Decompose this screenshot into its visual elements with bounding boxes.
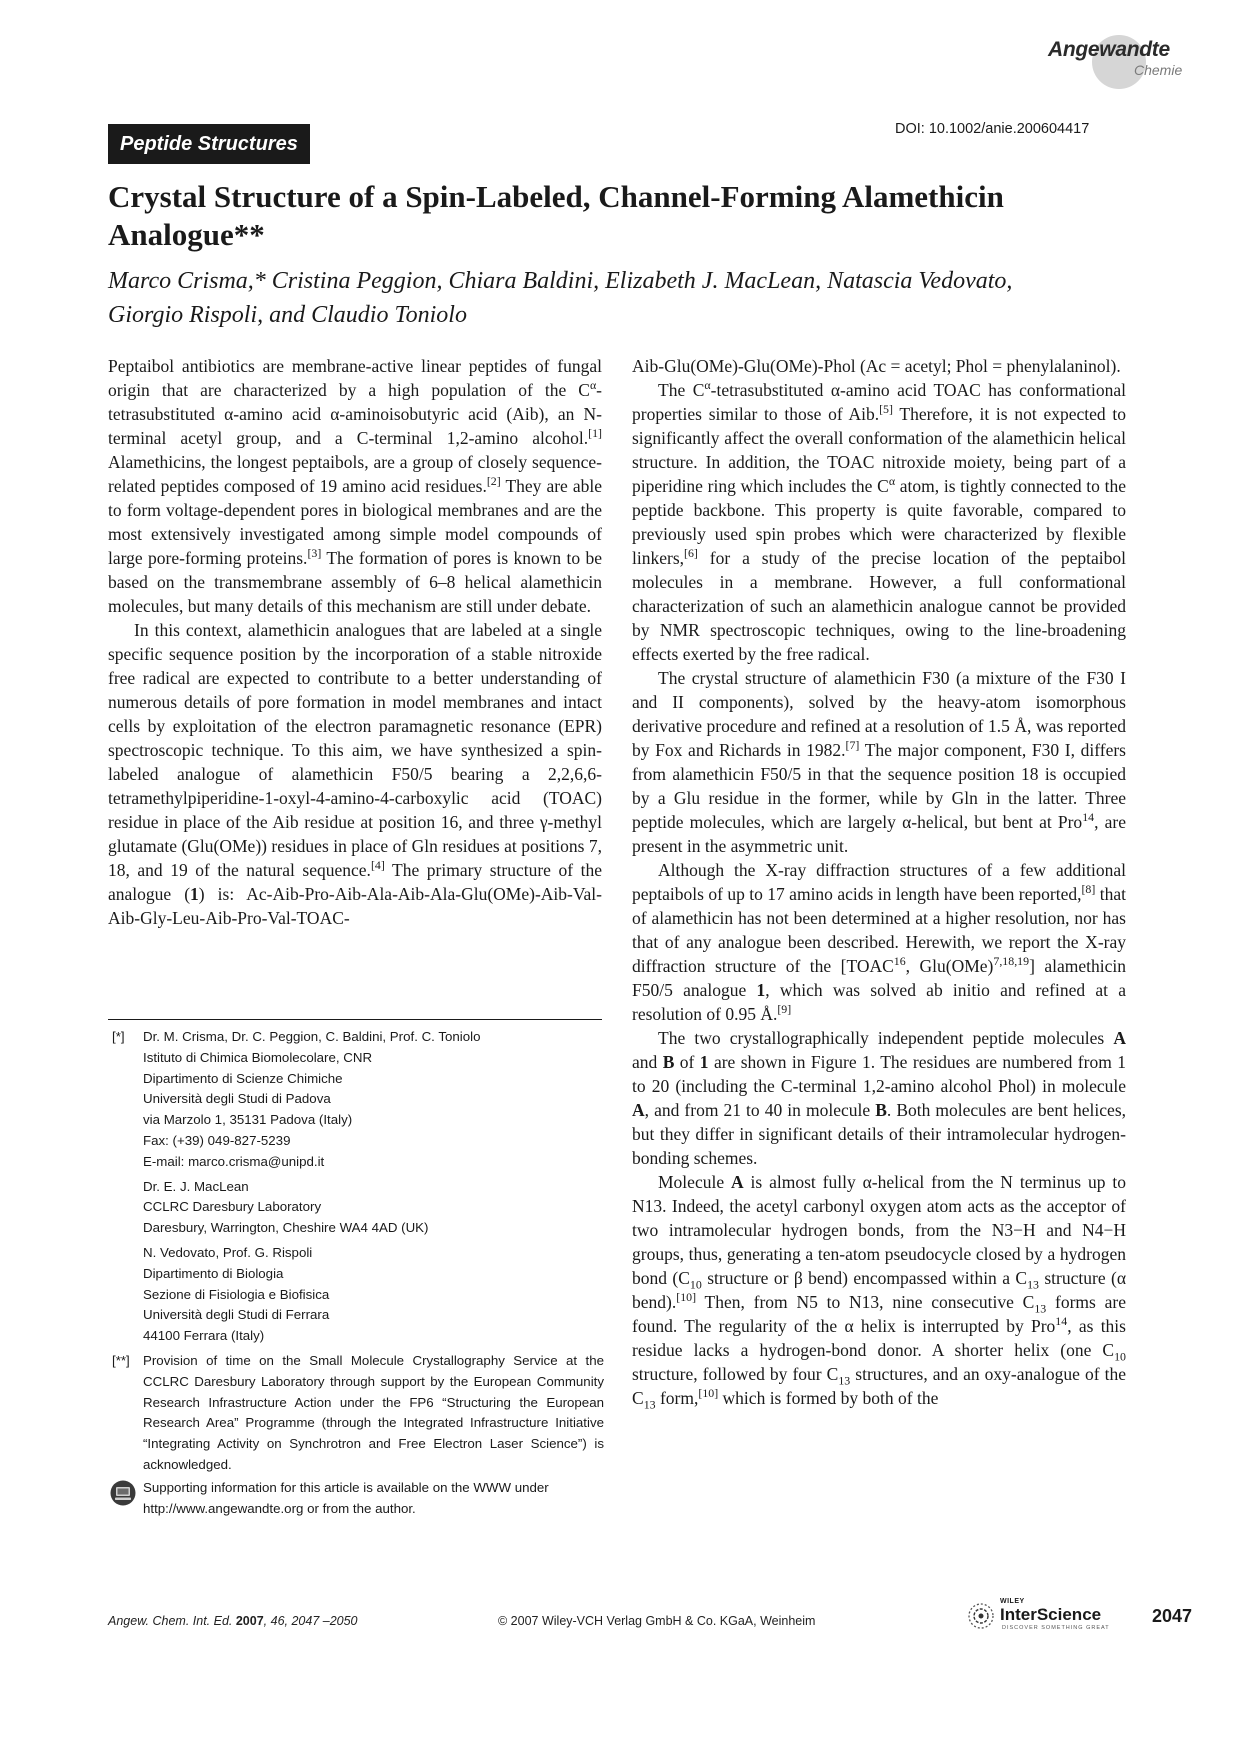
acknowledgement-block <box>112 1351 604 1476</box>
interscience-globe-icon <box>966 1601 996 1631</box>
body-paragraph: The two crystallographically independent peptide molecules A and B of 1 are shown in Figure 1. The residues are numbered from 1 to 20 (including the C-terminal 1,2-amino alcohol Phol) in molecule A, and from 21 to 40 in molecule B. Both molecules are bent helices, but they differ in significant details of their intramolecular hydrogen-bonding schemes. <box>632 1028 1127 1168</box>
body-paragraph: The crystal structure of alamethicin F30 (a mixture of the F30 I and II components), solved by the heavy-atom isomorphous derivative procedure and refined at a resolution of 1.5 Å, was reported by Fox and Richards in 1982.[7] The major component, F30 I, differs from alamethicin F50/5 in that the sequence position 18 is occupied by a Glu residue in the former, while by Gln in the latter. Three peptide molecules, which are largely α-helical, but bent at Pro$^{14}$, are present in the asymmetric unit. <box>632 668 1126 856</box>
affiliation-line: Università degli Studi di Ferrara <box>143 1307 330 1323</box>
author-line: Giorgio Rispoli, and Claudio Toniolo <box>108 302 467 328</box>
affiliation-line: Daresbury, Warrington, Cheshire WA4 4AD (UK) <box>143 1220 429 1236</box>
publisher-small: WILEY <box>1000 1598 1025 1605</box>
section-tag: Peptide Structures <box>108 124 310 164</box>
affiliation-line: Fax: (+39) 049-827-5239 <box>143 1132 291 1148</box>
journal-logo-subtitle: Chemie <box>1134 62 1183 78</box>
footer-year: 2007 <box>235 1614 264 1628</box>
article-title: Crystal Structure of a Spin-Labeled, Channel-Forming Alamethicin Analogue** <box>108 179 1004 252</box>
footer-volume-pages: , 46, 2047 –2050 <box>263 1614 358 1628</box>
affiliation-line: Università degli Studi di Padova <box>143 1091 331 1107</box>
body-paragraph: Peptaibol antibiotics are membrane-active linear peptides of fungal origin that are characterized by a high population of the $C^\alpha$-tetrasubstituted α-amino acid α-aminoisobutyric acid (Aib), an N-terminal acetyl group, and a C-terminal 1,2-amino alcohol.[1] Alamethicins, the longest peptaibols, are a group of closely sequence-related peptides composed of 19 amino acid residues.[2] They are able to form voltage-dependent pores in biological membranes and are the most extensively investigated among simple model compounds of large pore-forming proteins.[3] The formation of pores is known to be based on the transmembrane assembly of 6–8 helical alamethicin molecules, but many details of this mechanism are still under debate. <box>108 356 602 616</box>
body-paragraph: The $C^\alpha$-tetrasubstituted α-amino acid TOAC has conformational properties similar to those of Aib.[5] Therefore, it is not expected to significantly affect the overall conformation of the alamethicin helical structure. In addition, the TOAC nitroxide moiety, being part of a piperidine ring which includes the $C^\alpha$ atom, is tightly connected to the peptide backbone. This property is quite favorable, compared to previously used spin probes which were characterized by flexible linkers,[6] for a study of the precise location of the peptaibol molecules in a membrane. However, a full conformational characterization of such an alamethicin analogue cannot be provided by NMR spectroscopic techniques, owing to the line-broadening effects exerted by the free radical. <box>632 378 1126 664</box>
acknowledgement-text: Provision of time on the Small Molecule Crystallography Service at the CCLRC Daresbury Laboratory through support by the European Community Research Infrastructure Action under the FP6 “Structuring the European Research Area” Programme (through the Integrated Infrastructure Initiative “Integrating Activity on Synchrotron and Free Electron Laser Science”) is acknowledged. <box>143 1352 604 1472</box>
body-column-left <box>108 354 602 930</box>
page-number: 2047 <box>1152 1606 1193 1626</box>
interscience-logo <box>966 1598 1126 1634</box>
publisher-tagline: DISCOVER SOMETHING GREAT <box>1002 1625 1110 1631</box>
footnote-mark: [**] <box>112 1352 130 1368</box>
affiliation-line: N. Vedovato, Prof. G. Rispoli <box>143 1244 313 1260</box>
body-paragraph: Although the X-ray diffraction structures of a few additional peptaibols of up to 17 amino acids in length have been reported,[8] that of alamethicin has not been determined at a higher resolution, nor has that of any analogue been described. Herewith, we report the X-ray diffraction structure of the [TOAC$^{16}$, Glu(OMe)$^{7,18,19}$] alamethicin F50/5 analogue 1, which was solved ab initio and refined at a resolution of 0.95 Å.[9] <box>632 860 1126 1024</box>
body-paragraph: Molecule A is almost fully α-helical from the N terminus up to N13. Indeed, the acetyl carbonyl oxygen atom acts as the acceptor of two intramolecular hydrogen bonds, from the N3−H and N4−H groups, thus, generating a ten-atom pseudocycle closed by a hydrogen bond ($C_{10}$ structure or β bend) encompassed within a $C_{13}$ structure (α bend).[10] Then, from N5 to N13, nine consecutive $C_{13}$ forms are found. The regularity of the α helix is interrupted by Pro$^{14}$, as this residue lacks a hydrogen-bond donor. A shorter helix (one $C_{10}$ structure, followed by four $C_{13}$ structures, and an oxy-analogue of the $C_{13}$ form,[10] which is formed by both of the <box>632 1172 1126 1412</box>
doi-text: DOI: 10.1002/anie.200604417 <box>895 121 1090 137</box>
footer-journal: Angew. Chem. Int. Ed. <box>108 1614 233 1628</box>
affiliation-line: Dipartimento di Biologia <box>143 1265 284 1281</box>
affiliation-block <box>112 1177 604 1239</box>
body-column-right <box>632 354 1126 1410</box>
footer-copyright: © 2007 Wiley-VCH Verlag GmbH & Co. KGaA, Weinheim <box>498 1614 816 1628</box>
affiliation-line: Dipartimento di Scienze Chimiche <box>143 1070 343 1086</box>
affiliation-line: 44100 Ferrara (Italy) <box>143 1328 265 1344</box>
author-list <box>108 264 1148 332</box>
footnote-mark: [*] <box>112 1029 125 1044</box>
supporting-info-text[interactable]: Supporting information for this article is available on the WWW under http://www.angewandte.org or from the author. <box>143 1480 549 1516</box>
computer-icon <box>110 1480 136 1506</box>
affiliation-block <box>112 1027 604 1173</box>
affiliation-line: Dr. M. Crisma, Dr. C. Peggion, C. Baldini, Prof. C. Toniolo <box>143 1029 481 1044</box>
body-paragraph: Aib-Glu(OMe)-Glu(OMe)-Phol (Ac = acetyl; Phol = phenylalaninol). <box>632 356 1121 376</box>
affiliation-line: Sezione di Fisiologia e Biofisica <box>143 1286 330 1302</box>
journal-logo-title: Angewandte <box>1048 38 1170 61</box>
affiliation-email[interactable]: E-mail: marco.crisma@unipd.it <box>143 1153 325 1169</box>
publisher-name: InterScience <box>1000 1605 1102 1624</box>
author-line: Marco Crisma,* Cristina Peggion, Chiara Baldini, Elizabeth J. MacLean, Natascia Vedovato, <box>108 268 1013 294</box>
affiliation-line: via Marzolo 1, 35131 Padova (Italy) <box>143 1112 353 1128</box>
affiliation-line: Dr. E. J. MacLean <box>143 1178 249 1194</box>
affiliation-block <box>112 1243 604 1347</box>
affiliations <box>112 1027 604 1480</box>
affiliation-line: Istituto di Chimica Biomolecolare, CNR <box>143 1049 373 1065</box>
footnote-divider <box>108 1019 602 1020</box>
body-paragraph: In this context, alamethicin analogues that are labeled at a single specific sequence position by the incorporation of a stable nitroxide free radical are expected to contribute to a better understanding of numerous details of pore formation in model membranes and intact cells by exploitation of the electron paramagnetic resonance (EPR) spectroscopic technique. To this aim, we have synthesized a spin-labeled analogue of alamethicin F50/5 bearing a 2,2,6,6-tetramethylpiperidine-1-oxyl-4-amino-4-carboxylic acid (TOAC) residue in place of the Aib residue at position 16, and three γ-methyl glutamate (Glu(OMe)) residues in place of Gln residues at positions 7, 18, and 19 of the natural sequence.[4] The primary structure of the analogue (1) is: Ac-Aib-Pro-Aib-Ala-Aib-Ala-Glu(OMe)-Aib-Val-Aib-Gly-Leu-Aib-Pro-Val-TOAC- <box>108 620 603 928</box>
affiliation-line: CCLRC Daresbury Laboratory <box>143 1199 322 1215</box>
footer-citation <box>108 1614 358 1628</box>
